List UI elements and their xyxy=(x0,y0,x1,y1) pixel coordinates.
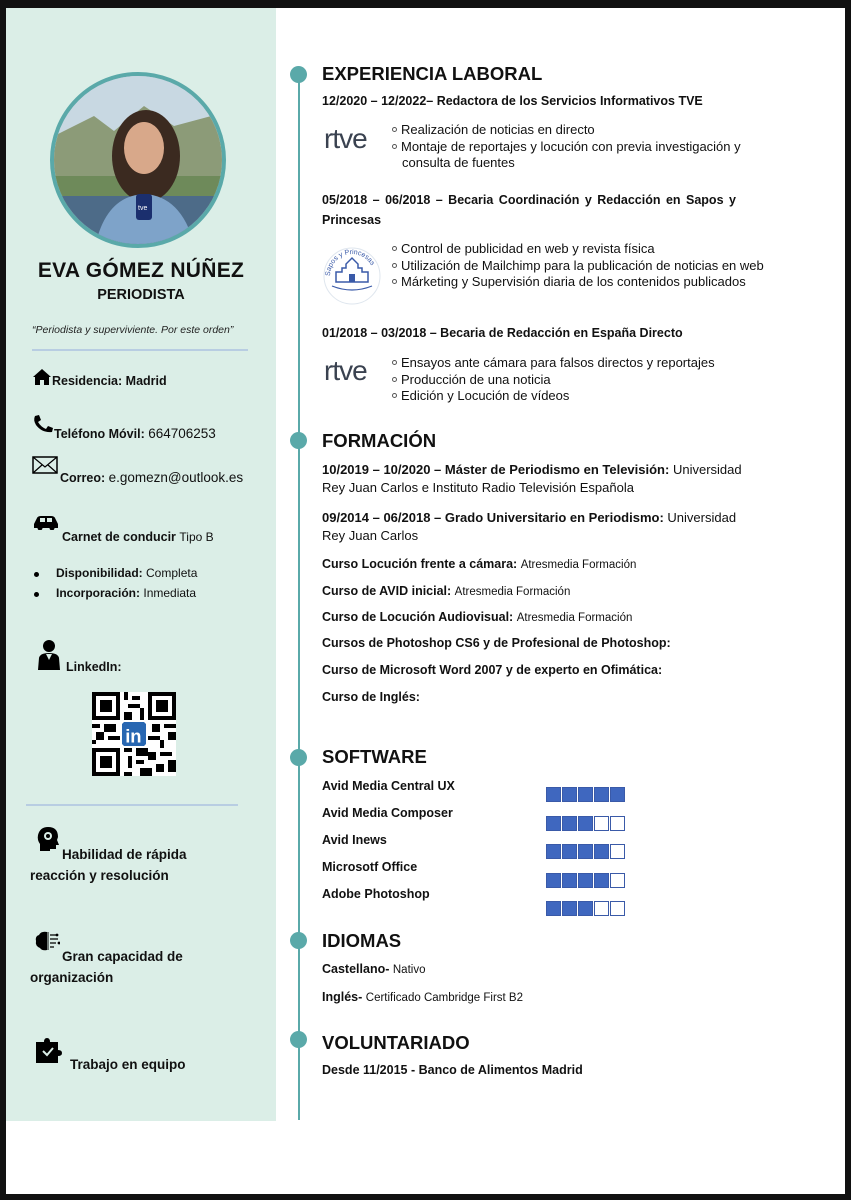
education-item xyxy=(322,461,812,497)
software-name: Avid Media Central UX xyxy=(322,779,455,793)
email-row xyxy=(32,456,243,485)
level-square-filled xyxy=(594,873,609,888)
level-square-empty xyxy=(610,816,625,831)
level-square-filled xyxy=(546,873,561,888)
course-item: Cursos de Photoshop CS6 y de Profesional de Photoshop: xyxy=(322,636,671,650)
rtve-logo-text: rtve xyxy=(324,123,367,154)
software-name: Avid Inews xyxy=(322,833,387,847)
profile-photo xyxy=(50,72,226,248)
sidebar xyxy=(6,8,276,1121)
residence-label: Residencia: xyxy=(52,374,123,388)
job-title-1: 12/2020 – 12/2022– Redactora de los Servicios Informativos TVE xyxy=(322,94,703,108)
svg-text:in: in xyxy=(125,725,142,747)
education-title: 10/2019 – 10/2020 – Máster de Periodismo en Televisión: xyxy=(322,462,670,477)
level-square-filled xyxy=(546,816,561,831)
education-institution-cont: Rey Juan Carlos e Instituto Radio Televisión Española xyxy=(322,480,634,495)
divider xyxy=(32,349,248,351)
availability-label: Disponibilidad: xyxy=(56,566,143,580)
level-square-filled xyxy=(594,787,609,802)
timeline-dot xyxy=(290,932,307,949)
availability-value: Completa xyxy=(146,566,198,580)
start-value: Inmediata xyxy=(143,586,197,600)
course-item: Curso de Microsoft Word 2007 y de experto en Ofimática: xyxy=(322,663,663,677)
task: Montaje de reportajes y locución con previa investigación y xyxy=(401,138,741,154)
section-heading-languages: IDIOMAS xyxy=(322,930,402,951)
job-2-tasks xyxy=(392,241,764,291)
education-institution: Universidad xyxy=(672,462,742,477)
job-title-2: 05/2018 – 06/2018 – Becaria Coordinación y Redacción en Sapos y xyxy=(322,193,736,207)
qr-code-icon[interactable] xyxy=(92,692,176,776)
task: Márketing y Supervisión diaria de los contenidos publicados xyxy=(401,274,746,289)
divider xyxy=(26,804,238,806)
personal-quote: “Periodista y superviviente. Por este orden” xyxy=(32,324,234,336)
job-3-tasks xyxy=(392,355,715,405)
skill-level-bar xyxy=(546,901,625,916)
level-square-filled xyxy=(562,844,577,859)
residence-value: Madrid xyxy=(125,374,167,388)
language-item: Inglés- Certificado Cambridge First B2 xyxy=(322,990,524,1004)
level-square-filled xyxy=(578,873,593,888)
level-square-empty xyxy=(594,901,609,916)
job-title: PERIODISTA xyxy=(97,287,185,303)
level-square-filled xyxy=(562,901,577,916)
education-institution-cont: Rey Juan Carlos xyxy=(322,528,419,543)
education-institution: Universidad xyxy=(667,510,737,525)
person-icon xyxy=(36,638,62,670)
skill-level-bar xyxy=(546,787,625,802)
skill-1-line2: reacción y resolución xyxy=(30,868,169,883)
level-square-filled xyxy=(578,901,593,916)
task: Realización de noticias en directo xyxy=(401,122,595,137)
course-item: Curso Locución frente a cámara: Atresmedia Formación xyxy=(322,557,637,571)
level-square-empty xyxy=(594,816,609,831)
education-title: 09/2014 – 06/2018 – Grado Universitario en Periodismo: xyxy=(322,510,664,525)
section-heading-experience: EXPERIENCIA LABORAL xyxy=(322,63,543,84)
level-square-filled xyxy=(578,816,593,831)
level-square-filled xyxy=(578,787,593,802)
section-heading-volunteering: VOLUNTARIADO xyxy=(322,1032,470,1053)
task: Ensayos ante cámara para falsos directos y reportajes xyxy=(401,355,715,370)
sapos-princesas-logo xyxy=(322,246,382,311)
task: Producción de una noticia xyxy=(401,371,551,387)
software-name: Avid Media Composer xyxy=(322,806,453,820)
level-square-empty xyxy=(610,873,625,888)
task: Control de publicidad en web y revista física xyxy=(401,241,655,256)
course-item: Curso de AVID inicial: Atresmedia Formación xyxy=(322,584,571,598)
level-square-filled xyxy=(562,787,577,802)
email-value: e.gomezn@outlook.es xyxy=(108,470,244,485)
level-square-filled xyxy=(546,901,561,916)
skill-2-line1: Gran capacidad de xyxy=(62,949,183,964)
puzzle-icon xyxy=(34,1036,64,1064)
level-square-filled xyxy=(546,844,561,859)
timeline-line xyxy=(298,74,300,1120)
task: Edición y Locución de vídeos xyxy=(401,388,570,403)
head-gear-icon xyxy=(36,826,60,852)
license-value: Tipo B xyxy=(179,530,214,544)
car-icon xyxy=(32,514,60,530)
rtve-logo-text: rtve xyxy=(324,355,367,386)
task: consulta de fuentes xyxy=(402,155,515,170)
phone-value: 664706253 xyxy=(148,426,216,441)
cv-page xyxy=(6,8,845,1194)
level-square-empty xyxy=(610,901,625,916)
skill-3-line1: Trabajo en equipo xyxy=(70,1057,186,1072)
section-heading-software: SOFTWARE xyxy=(322,746,427,767)
rtve-logo xyxy=(324,120,380,161)
education-item xyxy=(322,509,812,545)
language-item: Castellano- Nativo xyxy=(322,962,426,976)
software-name: Adobe Photoshop xyxy=(322,887,430,901)
level-square-filled xyxy=(610,787,625,802)
level-square-filled xyxy=(578,844,593,859)
phone-row xyxy=(32,414,216,441)
skill-2-line2: organización xyxy=(30,970,114,985)
svg-text:tve: tve xyxy=(138,205,148,212)
residence-row xyxy=(32,368,167,388)
license-label: Carnet de conducir xyxy=(62,530,176,544)
linkedin-label: LinkedIn: xyxy=(66,660,122,674)
skill-level-bar xyxy=(546,844,625,859)
timeline-dot xyxy=(290,749,307,766)
phone-icon xyxy=(32,414,54,434)
job-title-3: 01/2018 – 03/2018 – Becaria de Redacción en España Directo xyxy=(322,326,683,340)
course-item: Curso de Inglés: xyxy=(322,690,420,704)
email-label: Correo: xyxy=(60,471,106,485)
phone-label: Teléfono Móvil: xyxy=(54,427,145,441)
level-square-filled xyxy=(562,873,577,888)
skill-level-bar xyxy=(546,816,625,831)
mail-icon xyxy=(32,456,60,476)
brain-icon xyxy=(34,930,60,952)
level-square-filled xyxy=(594,844,609,859)
person-name: EVA GÓMEZ NÚÑEZ xyxy=(37,259,245,282)
rtve-logo xyxy=(324,352,380,393)
level-square-empty xyxy=(610,844,625,859)
timeline-dot xyxy=(290,66,307,83)
start-label: Incorporación: xyxy=(56,586,141,600)
section-heading-education: FORMACIÓN xyxy=(322,430,437,451)
skill-1-line1: Habilidad de rápida xyxy=(62,847,187,862)
timeline-dot xyxy=(290,432,307,449)
level-square-filled xyxy=(562,816,577,831)
job-title-2-cont: Princesas xyxy=(322,213,382,227)
home-icon xyxy=(32,368,52,386)
software-name: Microsotf Office xyxy=(322,860,418,874)
skill-level-bar xyxy=(546,873,625,888)
job-1-tasks xyxy=(392,122,741,172)
volunteering-item: Desde 11/2015 - Banco de Alimentos Madrid xyxy=(322,1063,583,1077)
sapos-logo-text: Sapos y Princesas xyxy=(324,248,376,277)
task: Utilización de Mailchimp para la publicación de noticias en web xyxy=(401,257,764,273)
timeline-dot xyxy=(290,1031,307,1048)
level-square-filled xyxy=(546,787,561,802)
course-item: Curso de Locución Audiovisual: Atresmedia Formación xyxy=(322,610,633,624)
